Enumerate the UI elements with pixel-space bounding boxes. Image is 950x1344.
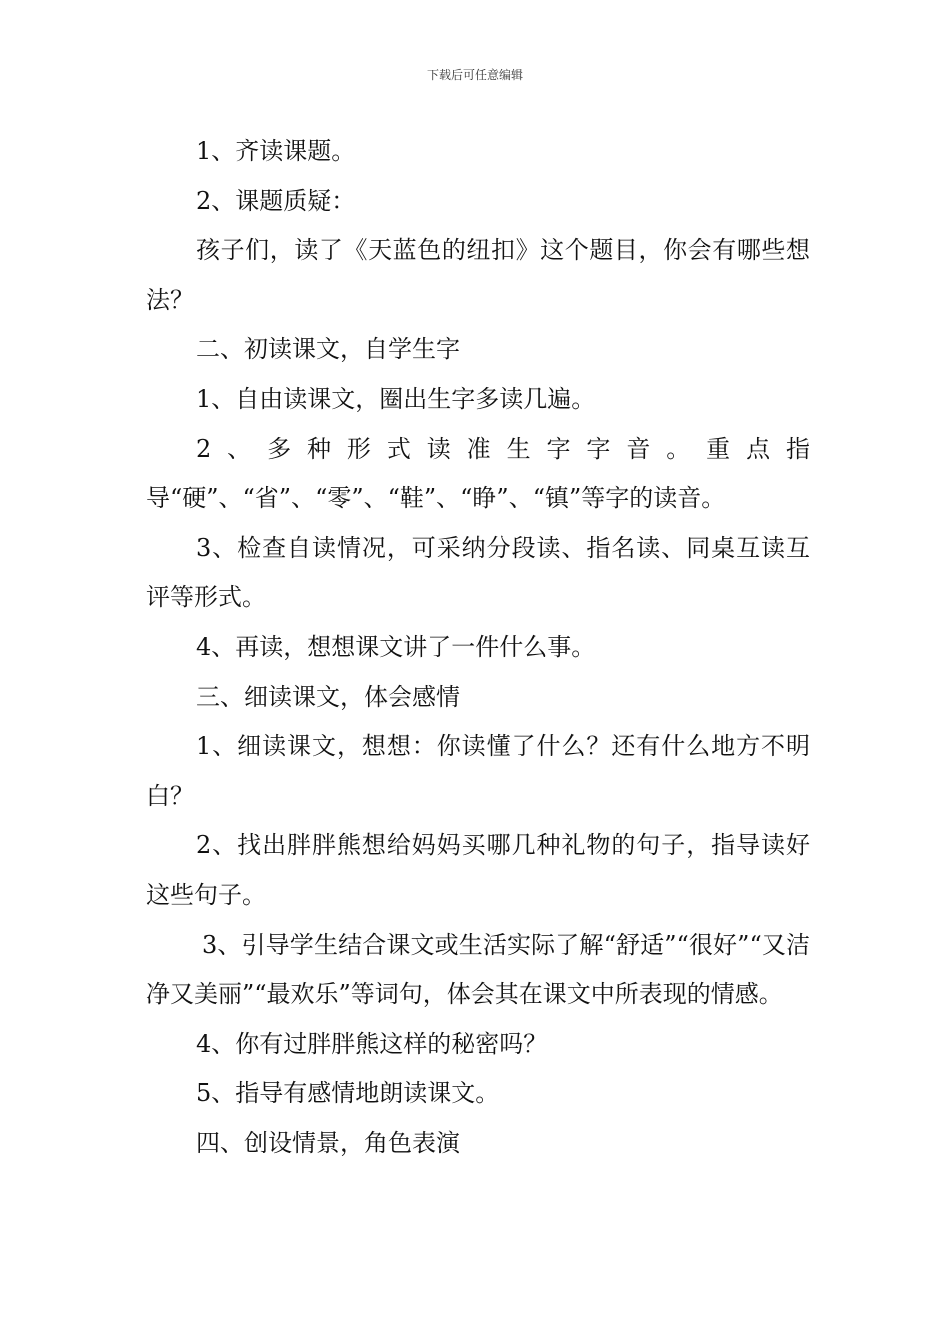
paragraph-emotional-reading: 5、指导有感情地朗读课文。 <box>196 1079 500 1108</box>
paragraph-word-meaning: 3、引导学生结合课文或生活实际了解“舒适”“很好”“又洁净又美丽”“最欢乐”等词句，体会其在课文中所表现的情感。 <box>146 930 810 1009</box>
paragraph-secret-question: 4、你有过胖胖熊这样的秘密吗？ <box>196 1029 548 1058</box>
page-header: 下载后可任意编辑 <box>426 68 523 82</box>
paragraph-title-question: 2、课题质疑： <box>196 186 356 215</box>
paragraph-free-reading: 1、自由读课文，圈出生字多读几遍。 <box>196 384 596 413</box>
paragraph-gift-sentences: 2、找出胖胖熊想给妈妈买哪几种礼物的句子，指导读好这些句子。 <box>146 831 810 909</box>
paragraph-check-reading: 3、检查自读情况，可采纳分段读、指名读、同桌互读互评等形式。 <box>146 533 810 612</box>
paragraph-reread: 4、再读，想想课文讲了一件什么事。 <box>196 632 596 661</box>
paragraph-close-reading: 1、细读课文，想想：你读懂了什么？还有什么地方不明白？ <box>146 732 810 810</box>
document-body <box>146 127 810 1168</box>
paragraph-children-thoughts: 孩子们，读了《天蓝色的纽扣》这个题目，你会有哪些想法？ <box>146 236 810 314</box>
section-heading-4: 四、创设情景，角色表演 <box>196 1128 460 1157</box>
paragraph-pronunciation: 2、多种形式读准生字字音。重点指导“硬”、“省”、“零”、“鞋”、“睁”、“镇”等字的读音。 <box>146 434 810 513</box>
section-heading-2: 二、初读课文，自学生字 <box>196 335 460 364</box>
section-heading-3: 三、细读课文，体会感情 <box>196 682 460 711</box>
paragraph-read-title: 1、齐读课题。 <box>196 137 356 165</box>
